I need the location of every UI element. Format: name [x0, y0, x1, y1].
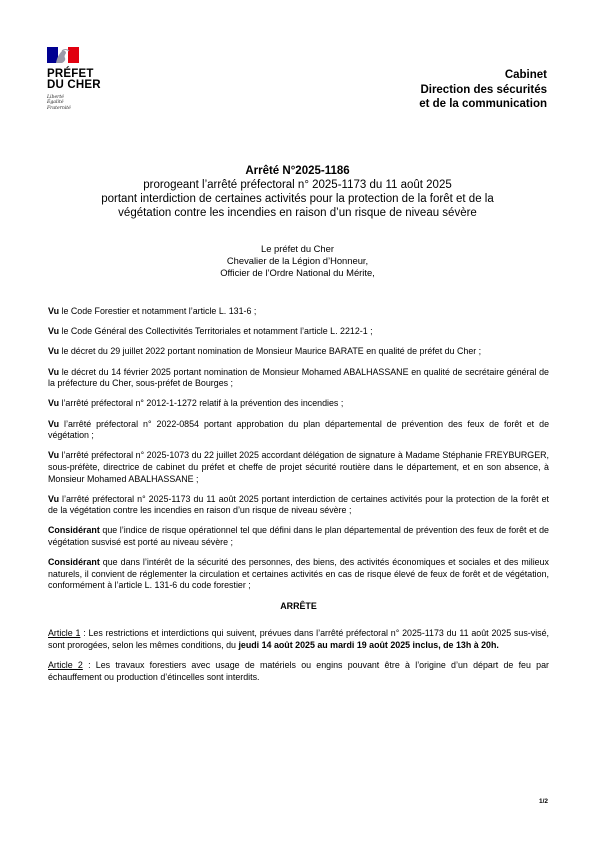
visa-text: le Code Général des Collectivités Territoriales et notamment l’article L. 2212-1 ;: [59, 326, 373, 337]
visa-text: le Code Forestier et notamment l’article L. 131-6 ;: [59, 306, 257, 316]
service-header: [419, 68, 547, 112]
visa-paragraph: [48, 450, 549, 485]
article-1-dates: jeudi 14 août 2025 au mardi 19 août 2025 inclus, de 13h à 20h.: [238, 639, 499, 650]
visa-text: l’arrêté préfectoral n° 2025-1173 du 11 août 2025 portant interdiction de certaines activités pour la protection de la forêt et de la végétation contre les incendies en raison d’un risque de niveau sévère ;: [48, 493, 549, 516]
document-body: [48, 306, 549, 692]
considerant-paragraph: [48, 525, 549, 548]
considerant-text: que l’indice de risque opérationnel tel que défini dans le plan départemental de prévention des feux de forêt et de végétation susvisé est porté au niveau sévère ;: [48, 525, 549, 548]
service-line-3: et de la communication: [419, 98, 547, 110]
prefet-line-1: PRÉFET: [47, 68, 94, 80]
considerant-lead: Considérant: [48, 525, 100, 536]
visa-lead: Vu: [48, 326, 60, 337]
marianne-logo-icon: [47, 45, 79, 65]
title-line-2: portant interdiction de certaines activités pour la protection de la forêt et de la: [101, 193, 494, 205]
service-line-2: Direction des sécurités: [420, 83, 547, 96]
prefet-qualification: [150, 243, 445, 278]
visa-paragraph: [48, 326, 549, 338]
article-1: [48, 628, 549, 651]
considerant-paragraph: [48, 557, 549, 592]
title-line-3: végétation contre les incendies en raison d’un risque de niveau sévère: [118, 207, 477, 219]
service-line-1: Cabinet: [504, 69, 547, 81]
arrete-heading: ARRÊTE: [280, 600, 317, 611]
visa-paragraph: [48, 419, 549, 442]
visa-text: l’arrêté préfectoral n° 2022-0854 portant approbation du plan départemental de prévention des feux de forêt et de végétation ;: [48, 418, 549, 441]
title-line-1: prorogeant l’arrêté préfectoral n° 2025-1173 du 11 août 2025: [143, 179, 452, 191]
arrete-number: Arrêté N°2025-1186: [245, 165, 350, 177]
devise-liberte: Liberté: [47, 95, 64, 100]
article-2: [48, 660, 549, 683]
article-2-text: : Les travaux forestiers avec usage de matériels ou engins pouvant être à l’origine d’un départ de feu par échauffement ou production d’étincelles sont interdits.: [48, 660, 549, 682]
prefet-line-2: DU CHER: [47, 79, 101, 91]
article-2-label: Article 2: [48, 660, 83, 670]
visa-lead: Vu: [48, 398, 60, 409]
visa-text: le décret du 14 février 2025 portant nomination de Monsieur Mohamed ABALHASSANE en qualité de secrétaire général de la préfecture du Cher, sous-préfet de Bourges ;: [48, 366, 549, 389]
prefet-qual-line-3: Officier de l’Ordre National du Mérite,: [220, 266, 375, 278]
devise-fraternite: Fraternité: [47, 105, 71, 111]
article-1-label: Article 1: [48, 628, 81, 639]
visa-lead: Vu: [48, 366, 60, 377]
visa-text: le décret du 29 juillet 2022 portant nomination de Monsieur Maurice BARATE en qualité de préfet du Cher ;: [59, 346, 482, 357]
visa-text: l’arrêté préfectoral n° 2025-1073 du 22 juillet 2025 accordant délégation de signature à Madame Stéphanie FREYBURGER, sous-préfète, directrice de cabinet du préfet et cheffe de projet sécurité routière dans le département, et en son absence, à Monsieur Mohamed ABALHASSANE ;: [48, 450, 549, 484]
visa-paragraph: [48, 346, 549, 358]
arrete-title: [40, 164, 555, 220]
prefet-qual-line-2: Chevalier de la Légion d’Honneur,: [226, 254, 369, 266]
prefet-qual-line-1: Le préfet du Cher: [261, 243, 334, 254]
devise: [47, 95, 117, 111]
visa-paragraph: [48, 306, 549, 318]
devise-egalite: Égalité: [47, 100, 64, 106]
visa-lead: Vu: [48, 306, 60, 316]
prefet-title: [47, 69, 117, 91]
visa-lead: Vu: [48, 450, 60, 461]
page-number: 1/2: [538, 798, 548, 805]
article-1-text: : Les restrictions et interdictions qui suivent, prévues dans l’arrêté préfectoral n° 2025-1173 du 11 août 2025 sus-visé, sont prorogées, selon les mêmes conditions, du: [48, 628, 550, 650]
visa-paragraph: [48, 494, 549, 517]
considerant-text: que dans l’intérêt de la sécurité des personnes, des biens, des activités économiques et sociales et des milieux naturels, il convient de réglementer la circulation et certaines activités en cas de risque élevé de feux de forêt et de végétation, conformément à l’article L. 131-6 du code forestier ;: [48, 557, 549, 591]
visa-paragraph: [48, 398, 549, 410]
visa-lead: Vu: [48, 346, 60, 357]
visa-text: l’arrêté préfectoral n° 2012-1-1272 relatif à la prévention des incendies ;: [59, 398, 344, 409]
visa-lead: Vu: [48, 418, 60, 429]
visa-paragraph: [48, 367, 549, 390]
prefecture-logo: [47, 45, 117, 111]
visa-lead: Vu: [48, 493, 60, 504]
considerant-lead: Considérant: [48, 557, 100, 568]
